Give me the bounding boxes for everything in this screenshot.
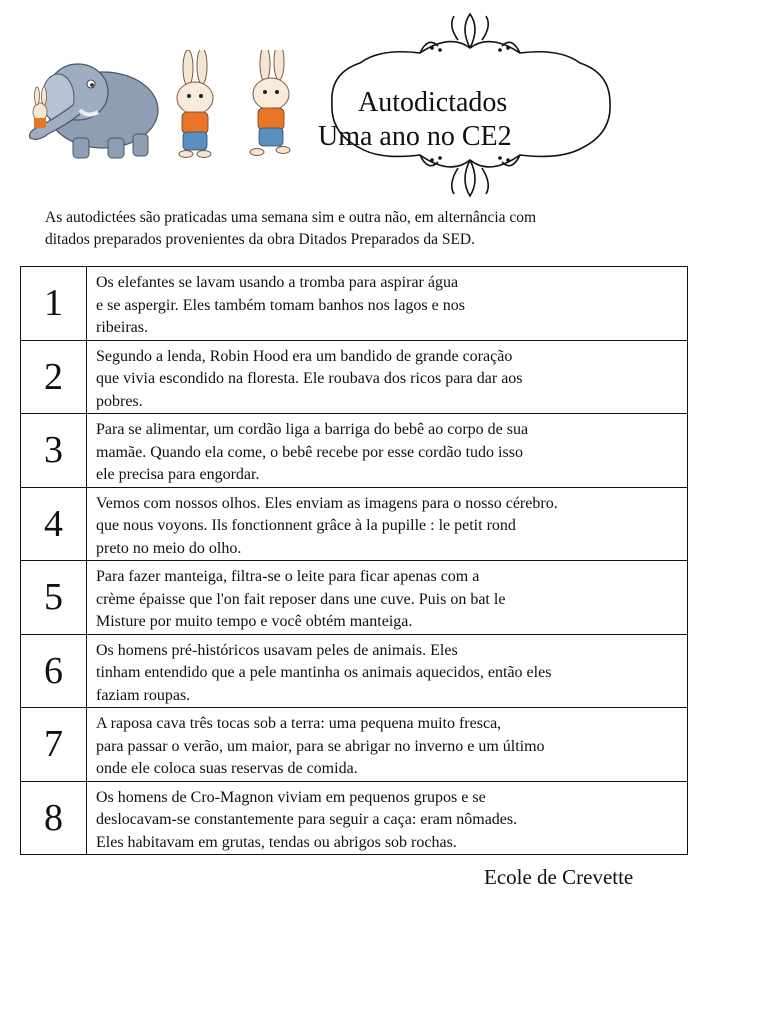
title-line-1: Autodictados — [358, 87, 508, 118]
dictation-line: faziam roupas. — [96, 686, 191, 704]
dictation-line: deslocavam-se constantemente para seguir a caça: eram nômades. — [96, 811, 518, 828]
dictation-line: Os elefantes se lavam usando a tromba para aspirar água — [96, 274, 459, 291]
dictation-number: 5 — [21, 561, 87, 635]
dictation-text — [87, 340, 688, 414]
dictation-line: mamãe. Quando ela come, o bebê recebe por esse cordão tudo isso — [96, 443, 523, 461]
dictation-line: Para se alimentar, um cordão liga a barriga do bebê ao corpo de sua — [96, 421, 529, 438]
illustration — [18, 50, 318, 170]
dictation-number: 4 — [21, 487, 87, 561]
dictation-line: Eles habitavam em grutas, tendas ou abrigos sob rochas. — [96, 833, 457, 851]
dictation-line: onde ele coloca suas reservas de comida. — [96, 760, 358, 777]
dictation-text — [87, 634, 688, 708]
dictation-line: para passar o verão, um maior, para se abrigar no inverno e um último — [96, 737, 545, 755]
dictation-number: 7 — [21, 708, 87, 782]
dictation-text — [87, 414, 688, 488]
title-line-2: Uma ano no CE2 — [318, 121, 512, 152]
table-row — [21, 708, 688, 782]
dictation-text — [87, 487, 688, 561]
table-row — [21, 487, 688, 561]
dictation-line: tinham entendido que a pele mantinha os animais aquecidos, então eles — [96, 664, 552, 681]
table-row — [21, 267, 688, 341]
dictation-text — [87, 561, 688, 635]
header — [0, 0, 768, 205]
school-name: Ecole de Crevette — [484, 865, 634, 889]
dictation-number: 1 — [21, 267, 87, 341]
table-row — [21, 781, 688, 855]
dictation-line: A raposa cava três tocas sob a terra: uma pequena muito fresca, — [96, 715, 502, 732]
rabbit-icon — [177, 50, 213, 158]
table-row — [21, 634, 688, 708]
dictation-text — [87, 708, 688, 782]
intro-line: As autodictées são praticadas uma semana sim e outra não, em alternância com — [45, 209, 537, 226]
dictation-table — [20, 266, 688, 855]
dictation-line: Vemos com nossos olhos. Eles enviam as imagens para o nosso cérebro. — [96, 494, 558, 512]
elephant-icon — [30, 64, 158, 158]
dictation-line: pobres. — [96, 392, 143, 410]
dictation-line: que vivia escondido na floresta. Ele roubava dos ricos para dar aos — [96, 370, 523, 387]
dictation-line: crème épaisse que l'on fait reposer dans une cuve. Puis on bat le — [96, 590, 506, 608]
dictation-line: Os homens de Cro-Magnon viviam em pequenos grupos e se — [96, 788, 486, 806]
dictation-number: 6 — [21, 634, 87, 708]
rabbit-icon — [250, 50, 290, 156]
table-row — [21, 414, 688, 488]
dictation-line: e se aspergir. Eles também tomam banhos nos lagos e nos — [96, 296, 465, 314]
dictation-line: ribeiras. — [96, 319, 148, 336]
dictation-line: preto no meio do olho. — [96, 539, 242, 557]
dictation-line: Para fazer manteiga, filtra-se o leite para ficar apenas com a — [96, 568, 480, 585]
dictation-line: Segundo a lenda, Robin Hood era um bandido de grande coração — [96, 347, 513, 365]
table-row — [21, 340, 688, 414]
intro-line: ditados preparados provenientes da obra Ditados Preparados da SED. — [45, 231, 476, 248]
dictation-line: Os homens pré-históricos usavam peles de animais. Eles — [96, 641, 458, 659]
dictation-number: 2 — [21, 340, 87, 414]
table-row — [21, 561, 688, 635]
dictation-text — [87, 267, 688, 341]
dictation-line: que nous voyons. Ils fonctionnent grâce à la pupille : le petit rond — [96, 517, 516, 534]
dictation-number: 3 — [21, 414, 87, 488]
intro-paragraph — [45, 207, 685, 251]
dictation-text — [87, 781, 688, 855]
dictation-line: Misture por muito tempo e você obtém manteiga. — [96, 613, 413, 630]
dictation-line: ele precisa para engordar. — [96, 466, 260, 483]
dictation-number: 8 — [21, 781, 87, 855]
